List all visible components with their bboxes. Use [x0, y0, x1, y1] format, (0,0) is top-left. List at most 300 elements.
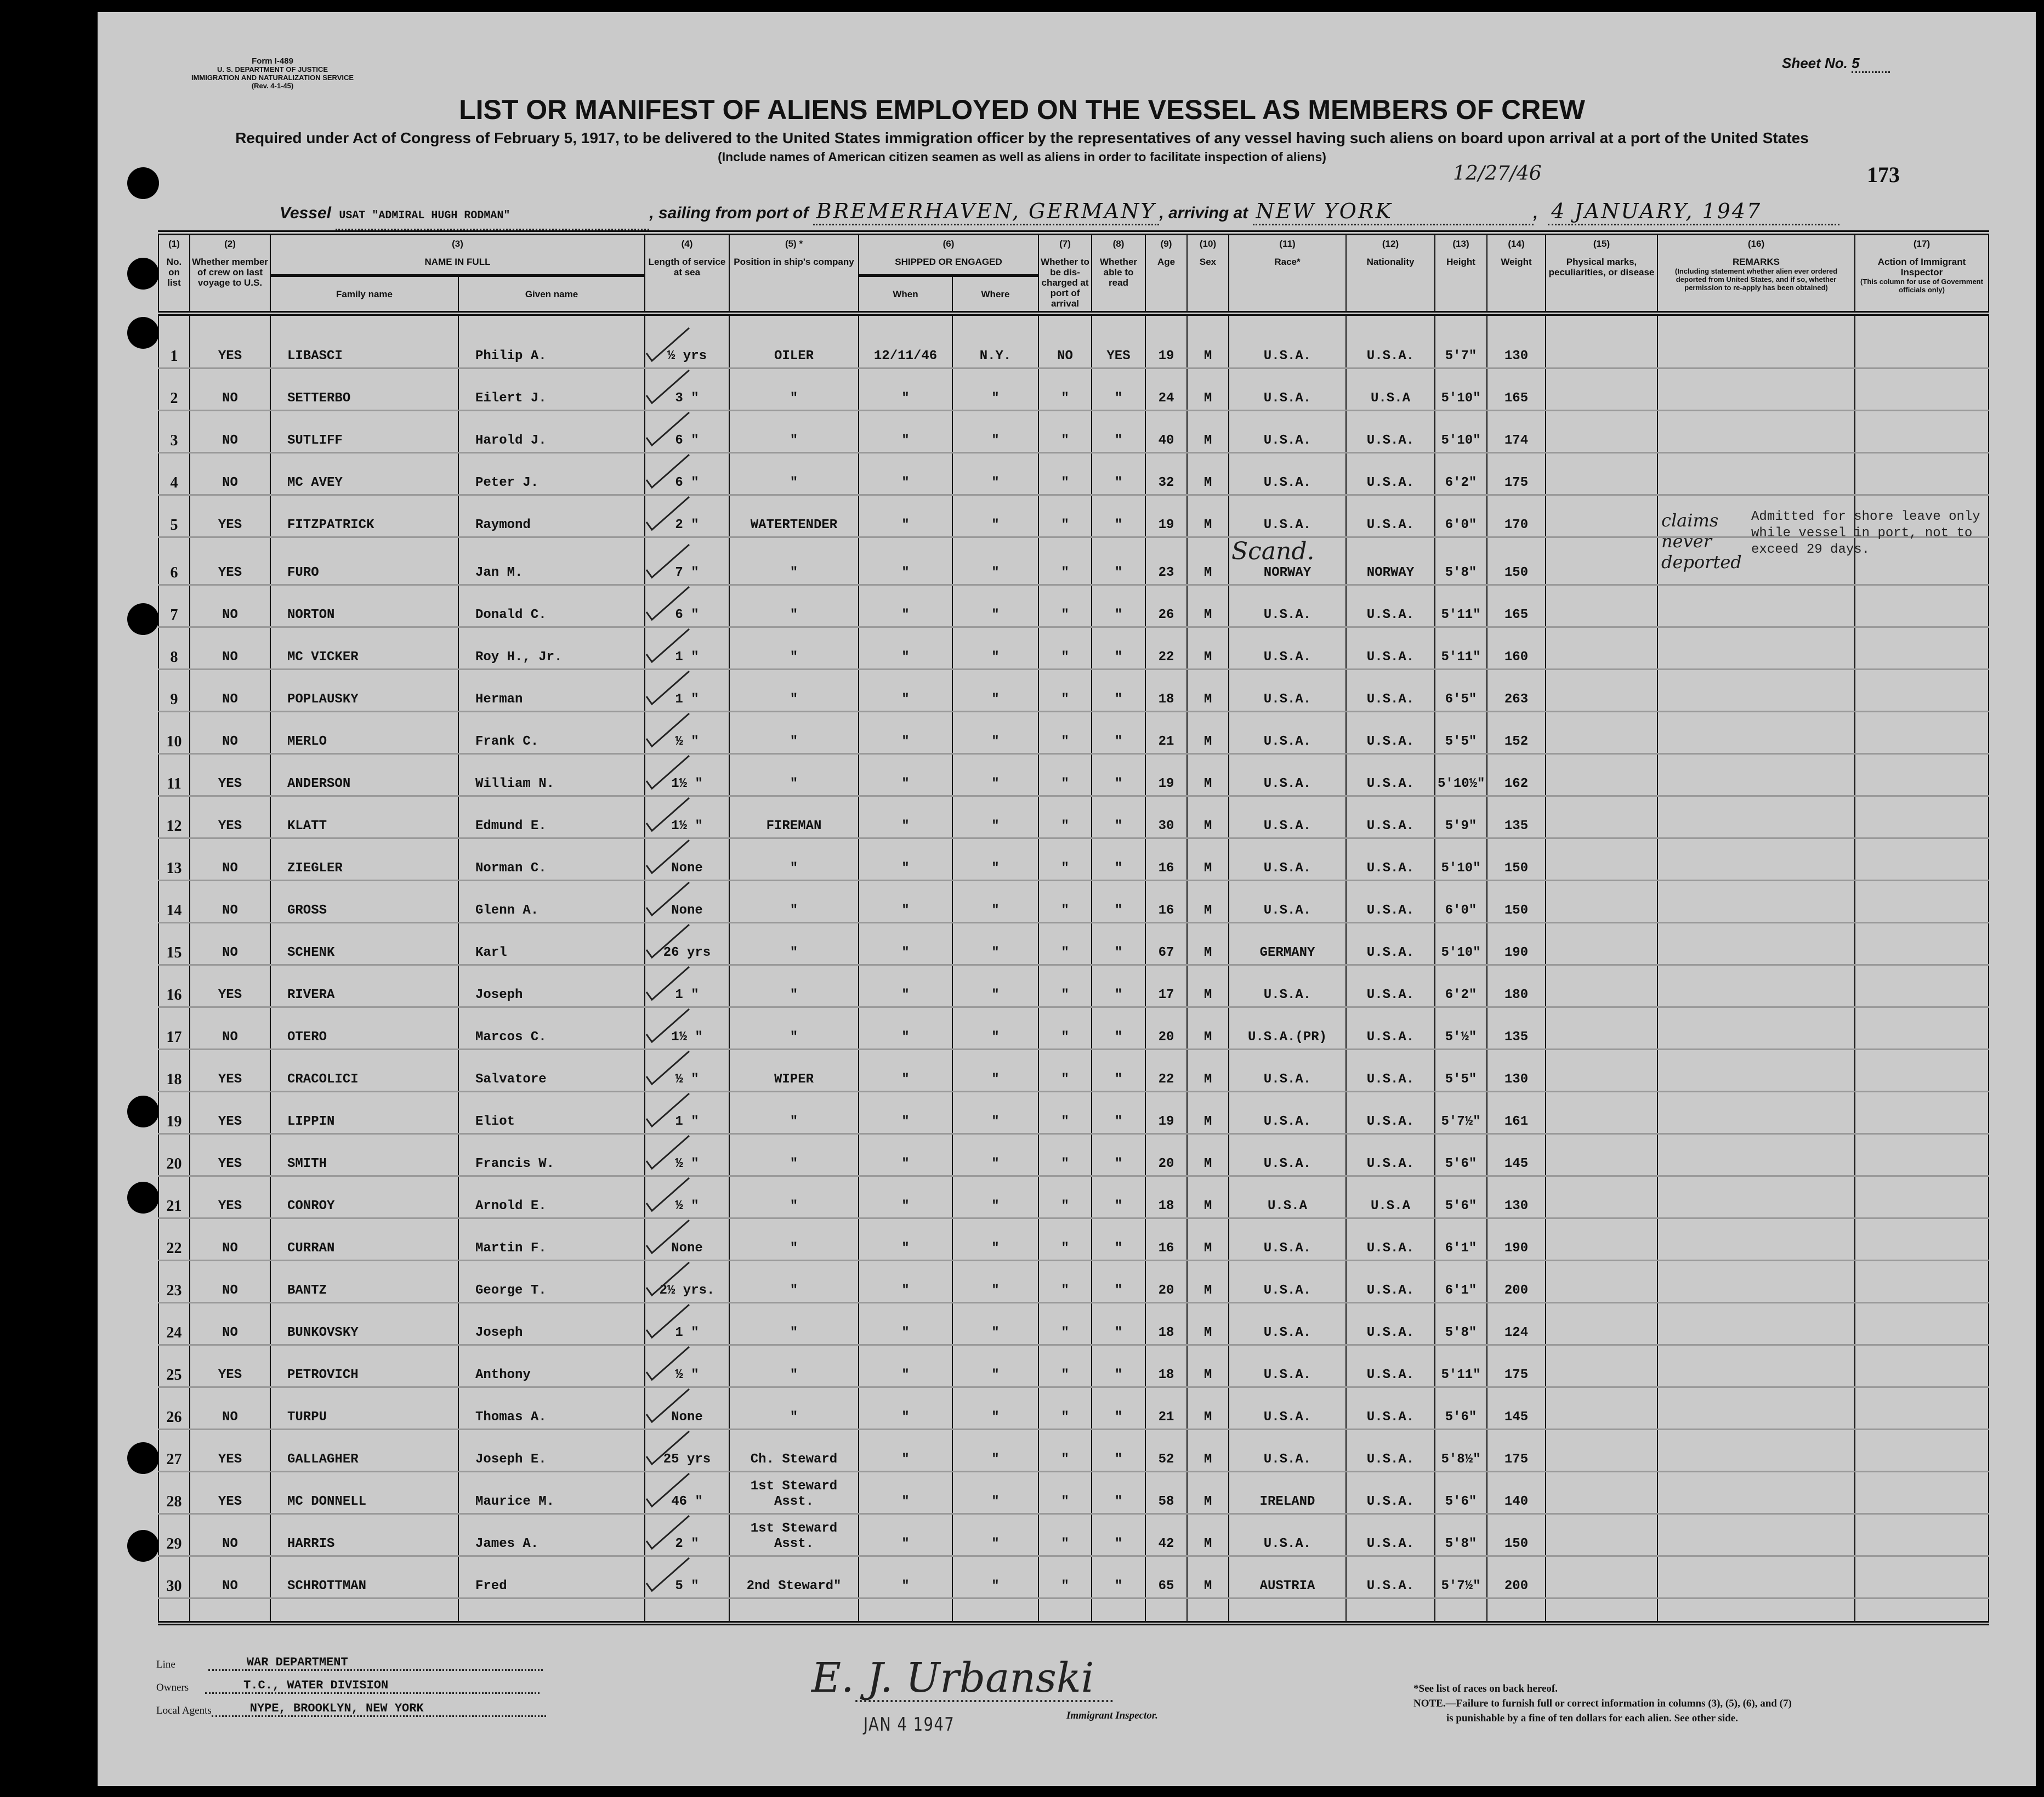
discharged-cell [1038, 1430, 1092, 1472]
age: 18 [1158, 1199, 1174, 1214]
row-number: 28 [166, 1493, 182, 1510]
physical-marks-cell [1546, 1430, 1657, 1472]
family-name: CRACOLICI [287, 1072, 359, 1087]
empty-cell [1038, 314, 1092, 327]
inspector-action-cell [1855, 712, 1989, 754]
row-number: 2 [170, 390, 178, 407]
able-to-read-cell [1092, 1556, 1145, 1598]
weight: 160 [1504, 650, 1529, 665]
race-cell [1229, 537, 1346, 585]
age: 17 [1158, 988, 1174, 1002]
length-of-service-cell [645, 1261, 729, 1303]
position: " [790, 692, 798, 707]
nationality: U.S.A. [1366, 819, 1415, 834]
given-name: Martin F. [475, 1241, 547, 1256]
last-voyage: YES [218, 349, 242, 364]
sex-cell [1187, 1134, 1229, 1176]
row-number: 22 [166, 1240, 182, 1257]
race: U.S.A. [1263, 1368, 1311, 1382]
physical-marks-cell [1546, 670, 1657, 712]
sex: M [1203, 1494, 1212, 1509]
last-voyage: NO [222, 1410, 238, 1425]
shipped-when-cell [859, 1218, 952, 1261]
shipped-where-cell [952, 1303, 1038, 1345]
position: " [790, 1283, 798, 1298]
age-cell [1145, 1007, 1187, 1050]
discharged: " [1061, 734, 1069, 749]
physical-marks-cell [1546, 411, 1657, 453]
able-to-read-cell [1092, 1472, 1145, 1514]
shipped-where: " [991, 650, 1000, 665]
nationality-cell [1346, 1472, 1435, 1514]
vessel-label: Vessel [280, 204, 331, 222]
shipped-where: " [991, 1283, 1000, 1298]
able-to-read: " [1114, 1072, 1123, 1087]
race-cell [1229, 965, 1346, 1007]
weight-cell [1487, 1050, 1546, 1092]
remarks-cell [1657, 1134, 1855, 1176]
nationality: U.S.A. [1366, 734, 1415, 749]
length-of-service-cell [645, 712, 729, 754]
physical-marks-cell [1546, 881, 1657, 923]
family-name: MC VICKER [287, 650, 359, 665]
age-cell [1145, 712, 1187, 754]
weight-cell [1487, 585, 1546, 627]
position: OILER [774, 349, 814, 364]
height-cell [1435, 1092, 1487, 1134]
inspector-action-cell [1855, 838, 1989, 881]
col-header-family-name: Family name [270, 276, 458, 314]
shipped-where: " [991, 734, 1000, 749]
able-to-read-cell [1092, 627, 1145, 670]
given-name-cell [458, 1303, 645, 1345]
weight: 130 [1504, 1199, 1529, 1214]
empty-cell [952, 1598, 1038, 1624]
row-number: 3 [170, 432, 178, 449]
empty-cell [1092, 314, 1145, 327]
discharged-cell [1038, 965, 1092, 1007]
age: 40 [1158, 433, 1174, 448]
last-voyage-cell [190, 1430, 270, 1472]
able-to-read-cell [1092, 1134, 1145, 1176]
race-cell [1229, 1556, 1346, 1598]
nationality: U.S.A. [1366, 1283, 1415, 1298]
weight-cell [1487, 369, 1546, 411]
sex: M [1203, 819, 1212, 834]
row-number: 30 [166, 1578, 182, 1595]
sex: M [1203, 1241, 1212, 1256]
inspector-signature: E. J. Urbanski [811, 1654, 1094, 1702]
age: 18 [1158, 1325, 1174, 1340]
shipped-where: " [991, 433, 1000, 448]
able-to-read-cell [1092, 411, 1145, 453]
row-number-cell [158, 923, 190, 965]
empty-cell [645, 1598, 729, 1624]
shipped-where-cell [952, 369, 1038, 411]
able-to-read-cell [1092, 1176, 1145, 1218]
row-number-cell [158, 1050, 190, 1092]
last-voyage-cell [190, 838, 270, 881]
nationality-cell [1346, 627, 1435, 670]
sex: M [1203, 433, 1212, 448]
given-name: Edmund E. [475, 819, 547, 834]
shipped-where: " [991, 1199, 1000, 1214]
given-name-cell [458, 1345, 645, 1387]
able-to-read: " [1114, 433, 1123, 448]
height: 5'6" [1445, 1494, 1477, 1509]
position: " [790, 861, 798, 876]
given-name-cell [458, 1514, 645, 1556]
able-to-read-cell [1092, 495, 1145, 537]
discharged-cell [1038, 1387, 1092, 1430]
weight-cell [1487, 881, 1546, 923]
nationality-cell [1346, 712, 1435, 754]
discharged-cell [1038, 1472, 1092, 1514]
sex-cell [1187, 537, 1229, 585]
shipped-when: " [901, 903, 910, 918]
family-name-cell [270, 327, 458, 369]
shipped-where-cell [952, 1472, 1038, 1514]
family-name-cell [270, 881, 458, 923]
given-name-cell [458, 796, 645, 838]
discharged: NO [1057, 349, 1073, 364]
sex-cell [1187, 670, 1229, 712]
table-row [158, 495, 1989, 537]
family-name-cell [270, 369, 458, 411]
weight: 145 [1504, 1410, 1529, 1425]
age-cell [1145, 1387, 1187, 1430]
last-voyage-cell [190, 1176, 270, 1218]
length-of-service: ½ " [675, 1072, 699, 1087]
statutory-subtitle: Required under Act of Congress of February 5, 1917, to be delivered to the United States immigration officer by the representatives of any vessel having such aliens on board upon arrival at a port of the United States [235, 129, 1809, 146]
sex-cell [1187, 881, 1229, 923]
col-header-race: (11) Race* [1229, 233, 1346, 314]
empty-cell [952, 314, 1038, 327]
discharged: " [1061, 1072, 1069, 1087]
family-name: ZIEGLER [287, 861, 343, 876]
table-row [158, 670, 1989, 712]
agents-label: Local Agents [156, 1705, 212, 1716]
shipped-where-cell [952, 796, 1038, 838]
shipped-when-cell [859, 1387, 952, 1430]
length-of-service-cell [645, 1176, 729, 1218]
length-of-service-cell [645, 838, 729, 881]
inspector-action-cell [1855, 411, 1989, 453]
remarks-cell [1657, 1556, 1855, 1598]
shipped-when-cell [859, 1134, 952, 1176]
last-voyage-cell [190, 453, 270, 495]
physical-marks-cell [1546, 754, 1657, 796]
position-cell [729, 369, 859, 411]
given-name: Salvatore [475, 1072, 547, 1087]
family-name-cell [270, 1007, 458, 1050]
age: 32 [1158, 475, 1174, 490]
discharged: " [1061, 1325, 1069, 1340]
last-voyage-cell [190, 411, 270, 453]
age: 24 [1158, 391, 1174, 406]
row-number: 16 [166, 987, 182, 1004]
length-of-service-cell [645, 796, 729, 838]
weight-cell [1487, 796, 1546, 838]
discharged: " [1061, 1368, 1069, 1382]
last-voyage-cell [190, 796, 270, 838]
height-cell [1435, 1261, 1487, 1303]
discharged: " [1061, 518, 1069, 532]
races-note: *See list of races on back hereof. [1413, 1683, 1558, 1694]
nationality: U.S.A. [1366, 1452, 1415, 1467]
length-of-service-cell [645, 1218, 729, 1261]
given-name-cell [458, 537, 645, 585]
remarks-cell [1657, 1261, 1855, 1303]
table-row [158, 1387, 1989, 1430]
race-cell [1229, 1007, 1346, 1050]
discharged-cell [1038, 495, 1092, 537]
position-cell [729, 1134, 859, 1176]
position-cell [729, 881, 859, 923]
sex: M [1203, 861, 1212, 876]
discharged: " [1061, 1241, 1069, 1256]
sex: M [1203, 903, 1212, 918]
family-name-cell [270, 1303, 458, 1345]
given-name: Fred [475, 1579, 507, 1594]
discharged: " [1061, 650, 1069, 665]
length-of-service-cell [645, 1092, 729, 1134]
height: 6'2" [1445, 475, 1477, 490]
length-of-service-cell [645, 453, 729, 495]
race: U.S.A. [1263, 391, 1311, 406]
shipped-where-cell [952, 1430, 1038, 1472]
race-cell [1229, 1514, 1346, 1556]
able-to-read: " [1114, 650, 1123, 665]
shipped-when-cell [859, 1430, 952, 1472]
age: 26 [1158, 608, 1174, 622]
empty-cell [270, 314, 458, 327]
weight: 175 [1504, 1452, 1529, 1467]
length-of-service: None [671, 861, 703, 876]
position-cell [729, 965, 859, 1007]
position: " [790, 1030, 798, 1045]
age: 65 [1158, 1579, 1174, 1594]
row-number-cell [158, 1472, 190, 1514]
family-name-cell [270, 1514, 458, 1556]
discharged: " [1061, 1452, 1069, 1467]
arriving-at: NEW YORK [1253, 199, 1534, 225]
nationality: U.S.A. [1366, 1241, 1415, 1256]
weight-cell [1487, 537, 1546, 585]
physical-marks-cell [1546, 1387, 1657, 1430]
height-cell [1435, 1134, 1487, 1176]
age: 67 [1158, 945, 1174, 960]
race-cell [1229, 1472, 1346, 1514]
col-header-physical-marks: (15) Physical marks, peculiarities, or disease [1546, 233, 1657, 314]
race-cell [1229, 327, 1346, 369]
length-of-service-cell [645, 495, 729, 537]
sex-cell [1187, 495, 1229, 537]
able-to-read-cell [1092, 796, 1145, 838]
family-name-cell [270, 1134, 458, 1176]
able-to-read: " [1114, 1494, 1123, 1509]
row-number: 7 [170, 606, 178, 623]
family-name-cell [270, 627, 458, 670]
table-row [158, 923, 1989, 965]
age-cell [1145, 1092, 1187, 1134]
nationality-cell [1346, 585, 1435, 627]
weight: 145 [1504, 1157, 1529, 1171]
family-name: PETROVICH [287, 1368, 359, 1382]
length-of-service-cell [645, 965, 729, 1007]
position-cell [729, 712, 859, 754]
row-number: 20 [166, 1155, 182, 1172]
length-of-service: 5 " [675, 1579, 699, 1594]
physical-marks-cell [1546, 453, 1657, 495]
age: 20 [1158, 1283, 1174, 1298]
sex-cell [1187, 965, 1229, 1007]
last-voyage: YES [218, 565, 242, 580]
physical-marks-cell [1546, 369, 1657, 411]
sex-cell [1187, 923, 1229, 965]
table-row [158, 453, 1989, 495]
discharged-cell [1038, 1303, 1092, 1345]
nationality-cell [1346, 1007, 1435, 1050]
given-name-cell [458, 712, 645, 754]
length-of-service: 1 " [675, 650, 699, 665]
given-name-cell [458, 627, 645, 670]
weight-cell [1487, 1514, 1546, 1556]
sex: M [1203, 650, 1212, 665]
weight: 170 [1504, 518, 1529, 532]
age-cell [1145, 838, 1187, 881]
shipped-when-cell [859, 1472, 952, 1514]
shipped-where-cell [952, 1556, 1038, 1598]
nationality: U.S.A. [1366, 692, 1415, 707]
position: " [790, 391, 798, 406]
empty-cell [1229, 1598, 1346, 1624]
penalty-note: NOTE.—Failure to furnish full or correct information in columns (3), (5), (6), and (7) [1413, 1698, 1792, 1709]
height-cell [1435, 327, 1487, 369]
race-cell [1229, 838, 1346, 881]
family-name: LIBASCI [287, 349, 343, 364]
empty-cell [859, 1598, 952, 1624]
sex-cell [1187, 1050, 1229, 1092]
given-name-cell [458, 838, 645, 881]
height: 5'7½" [1441, 1579, 1481, 1594]
race: U.S.A. [1263, 1114, 1311, 1129]
age-cell [1145, 1303, 1187, 1345]
age: 22 [1158, 650, 1174, 665]
shipped-when: " [901, 1410, 910, 1425]
weight-cell [1487, 1176, 1546, 1218]
length-of-service: 2½ yrs. [659, 1283, 715, 1298]
family-name-cell [270, 754, 458, 796]
discharged: " [1061, 1537, 1069, 1551]
weight-cell [1487, 965, 1546, 1007]
weight-cell [1487, 1556, 1546, 1598]
discharged-cell [1038, 712, 1092, 754]
weight: 150 [1504, 565, 1529, 580]
shipped-when-cell [859, 1007, 952, 1050]
physical-marks-cell [1546, 1007, 1657, 1050]
race-cell [1229, 495, 1346, 537]
family-name: SUTLIFF [287, 433, 343, 448]
sex: M [1203, 1283, 1212, 1298]
height: 6'1" [1445, 1241, 1477, 1256]
sex: M [1203, 1368, 1212, 1382]
empty-cell [729, 314, 859, 327]
include-note: (Include names of American citizen seamen as well as aliens in order to facilitate inspection of aliens) [718, 150, 1326, 164]
row-number: 14 [166, 902, 182, 919]
sex-cell [1187, 754, 1229, 796]
last-voyage-cell [190, 1472, 270, 1514]
physical-marks-cell [1546, 1134, 1657, 1176]
able-to-read-cell [1092, 881, 1145, 923]
shipped-where-cell [952, 327, 1038, 369]
family-name-cell [270, 1218, 458, 1261]
age-cell [1145, 1261, 1187, 1303]
sex: M [1203, 1199, 1212, 1214]
sex-cell [1187, 1387, 1229, 1430]
position: " [790, 565, 798, 580]
height-cell [1435, 670, 1487, 712]
col-header-read: (8) Whether able to read [1092, 233, 1145, 314]
shipped-when: " [901, 391, 910, 406]
discharged-cell [1038, 369, 1092, 411]
sex: M [1203, 608, 1212, 622]
shipped-where: " [991, 1157, 1000, 1171]
race-cell [1229, 585, 1346, 627]
nationality: U.S.A. [1366, 903, 1415, 918]
sex: M [1203, 1579, 1212, 1594]
length-of-service: ½ yrs [667, 349, 707, 364]
handwritten-date: 12/27/46 [1453, 162, 1542, 185]
race: U.S.A. [1263, 1325, 1311, 1340]
given-name-cell [458, 1387, 645, 1430]
inspector-action-cell [1855, 1556, 1989, 1598]
shipped-when-cell [859, 712, 952, 754]
family-name: ANDERSON [287, 776, 351, 791]
sex-cell [1187, 411, 1229, 453]
length-of-service: 1 " [675, 988, 699, 1002]
race: U.S.A. [1263, 433, 1311, 448]
length-of-service: 46 " [671, 1494, 703, 1509]
inspector-action-cell [1855, 1050, 1989, 1092]
age-cell [1145, 881, 1187, 923]
nationality: U.S.A. [1366, 1537, 1415, 1551]
last-voyage-cell [190, 965, 270, 1007]
position-cell [729, 1472, 859, 1514]
shipped-when-cell [859, 754, 952, 796]
nationality-cell [1346, 495, 1435, 537]
height-cell [1435, 1218, 1487, 1261]
position: " [790, 650, 798, 665]
given-name-cell [458, 881, 645, 923]
family-name: HARRIS [287, 1537, 335, 1551]
shipped-where: " [991, 1030, 1000, 1045]
row-number-cell [158, 1556, 190, 1598]
able-to-read: " [1114, 565, 1123, 580]
able-to-read-cell [1092, 1430, 1145, 1472]
able-to-read: " [1114, 1283, 1123, 1298]
row-number-cell [158, 411, 190, 453]
physical-marks-cell [1546, 1261, 1657, 1303]
inspector-action-cell [1855, 923, 1989, 965]
row-number-cell [158, 1430, 190, 1472]
punch-hole [127, 603, 159, 635]
shipped-where-cell [952, 495, 1038, 537]
footer-notes [1413, 1681, 1792, 1726]
age: 16 [1158, 903, 1174, 918]
shipped-when: " [901, 1452, 910, 1467]
height: 5'6" [1445, 1199, 1477, 1214]
